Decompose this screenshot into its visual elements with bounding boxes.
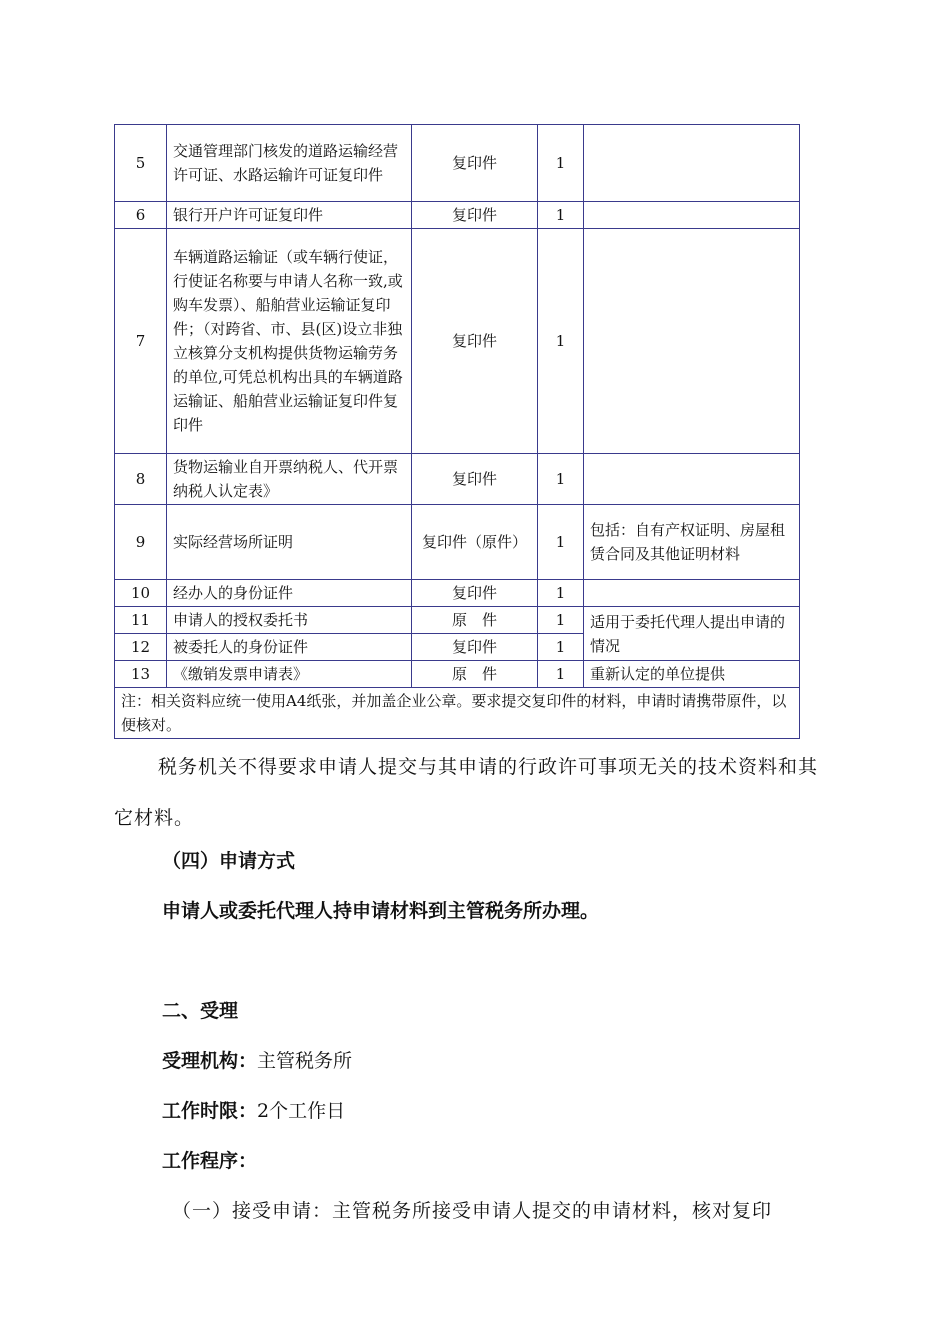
material-name: 申请人的授权委托书 xyxy=(167,607,412,634)
material-form: 原 件 xyxy=(412,607,538,634)
material-note xyxy=(584,229,800,454)
material-qty: 1 xyxy=(538,505,584,580)
material-name: 经办人的身份证件 xyxy=(167,580,412,607)
material-form: 复印件 xyxy=(412,634,538,661)
material-form: 复印件 xyxy=(412,454,538,505)
table-row xyxy=(115,661,800,688)
material-name: 实际经营场所证明 xyxy=(167,505,412,580)
time-limit-line xyxy=(162,1096,345,1123)
row-number: 12 xyxy=(115,634,167,661)
material-note: 适用于委托代理人提出申请的情况 xyxy=(584,607,800,661)
material-note xyxy=(584,454,800,505)
table-row xyxy=(115,505,800,580)
material-name: 《缴销发票申请表》 xyxy=(167,661,412,688)
paragraph-no-extra-materials: 税务机关不得要求申请人提交与其申请的行政许可事项无关的技术资料和其它材料。 xyxy=(114,756,819,829)
row-number: 13 xyxy=(115,661,167,688)
material-form: 原 件 xyxy=(412,661,538,688)
material-form: 复印件 xyxy=(412,202,538,229)
procedure-label: 工作程序： xyxy=(162,1150,258,1172)
section-title-acceptance: 二、受理 xyxy=(162,1000,239,1022)
row-number: 9 xyxy=(115,505,167,580)
material-qty: 1 xyxy=(538,229,584,454)
material-qty: 1 xyxy=(538,661,584,688)
row-number: 10 xyxy=(115,580,167,607)
table-row xyxy=(115,454,800,505)
row-number: 8 xyxy=(115,454,167,505)
row-number: 5 xyxy=(115,125,167,202)
time-label: 工作时限： xyxy=(162,1100,258,1122)
material-qty: 1 xyxy=(538,202,584,229)
row-number: 6 xyxy=(115,202,167,229)
material-form: 复印件 xyxy=(412,229,538,454)
procedure-step-1: （一）接受申请：主管税务所接受申请人提交的申请材料，核对复印 xyxy=(172,1200,773,1222)
procedure-line xyxy=(162,1146,257,1173)
material-qty: 1 xyxy=(538,454,584,505)
material-note: 重新认定的单位提供 xyxy=(584,661,800,688)
material-name: 交通管理部门核发的道路运输经营许可证、水路运输许可证复印件 xyxy=(167,125,412,202)
section-title-application-method: （四）申请方式 xyxy=(162,850,296,872)
material-form: 复印件（原件） xyxy=(412,505,538,580)
material-qty: 1 xyxy=(538,634,584,661)
material-name: 被委托人的身份证件 xyxy=(167,634,412,661)
row-number: 11 xyxy=(115,607,167,634)
agency-value: 主管税务所 xyxy=(257,1050,353,1072)
material-note xyxy=(584,202,800,229)
material-note xyxy=(584,125,800,202)
table-footnote: 注：相关资料应统一使用A4纸张，并加盖企业公章。要求提交复印件的材料，申请时请携带原件，以便核对。 xyxy=(115,688,800,739)
material-qty: 1 xyxy=(538,607,584,634)
material-name: 银行开户许可证复印件 xyxy=(167,202,412,229)
acceptance-agency-line xyxy=(162,1046,352,1073)
row-number: 7 xyxy=(115,229,167,454)
table-row xyxy=(115,580,800,607)
material-name: 车辆道路运输证（或车辆行使证，行使证名称要与申请人名称一致,或购车发票）、船舶营业运输证复印件；（对跨省、市、县(区)设立非独立核算分支机构提供货物运输劳务的单位,可凭总机构出具的车辆道路运输证、船舶营业运输证复印件复印件 xyxy=(167,229,412,454)
application-method-text: 申请人或委托代理人持申请材料到主管税务所办理。 xyxy=(162,900,600,922)
material-note xyxy=(584,580,800,607)
table-row xyxy=(115,125,800,202)
material-form: 复印件 xyxy=(412,580,538,607)
table-row xyxy=(115,202,800,229)
table-row xyxy=(115,229,800,454)
material-note: 包括：自有产权证明、房屋租赁合同及其他证明材料 xyxy=(584,505,800,580)
materials-table xyxy=(114,124,800,739)
material-name: 货物运输业自开票纳税人、代开票纳税人认定表》 xyxy=(167,454,412,505)
agency-label: 受理机构： xyxy=(162,1050,258,1072)
table-row xyxy=(115,607,800,634)
table-footnote-row xyxy=(115,688,800,739)
time-value: 2个工作日 xyxy=(257,1100,346,1122)
material-qty: 1 xyxy=(538,125,584,202)
material-form: 复印件 xyxy=(412,125,538,202)
material-qty: 1 xyxy=(538,580,584,607)
